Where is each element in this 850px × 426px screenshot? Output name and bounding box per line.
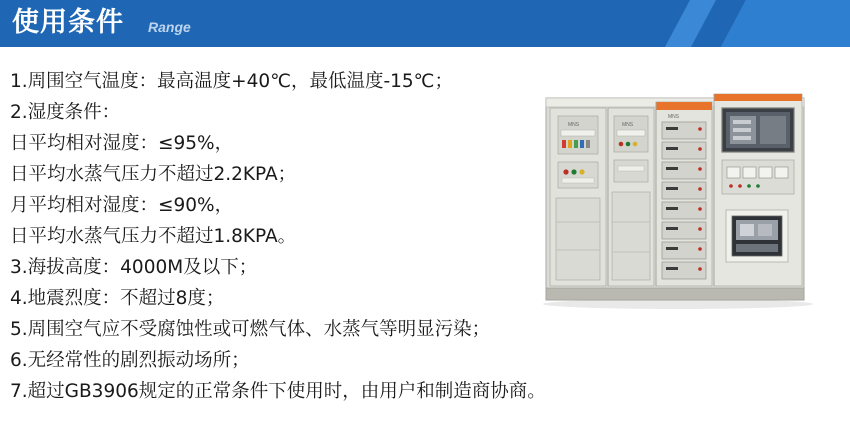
list-item: 6.无经常性的剧烈振动场所； [10,350,250,371]
list-item: 4.地震烈度：不超过8度； [10,288,225,309]
page-title: 使用条件 [12,7,124,38]
list-item: 日平均水蒸气压力不超过2.2KPA； [10,164,297,185]
list-item: 日平均相对湿度：≤95%， [10,133,234,154]
header-band [0,0,850,47]
list-item: 7.超过GB3906规定的正常条件下使用时，由用户和制造商协商。 [10,381,546,402]
list-item: 3.海拔高度：4000M及以下； [10,257,258,278]
list-item: 2.湿度条件： [10,102,121,123]
svg-text:MNS: MNS [668,114,680,120]
svg-text:MNS: MNS [622,122,634,128]
list-item: 1.周围空气温度：最高温度+40℃，最低温度-15℃； [10,71,453,92]
content-area [0,50,850,426]
list-item: 5.周围空气应不受腐蚀性或可燃气体、水蒸气等明显污染； [10,319,491,340]
header-decoration-slice-3 [647,0,726,47]
header-decoration-slice-1 [703,0,850,47]
page-subtitle: Range [148,19,191,35]
list-item: 日平均水蒸气压力不超过1.8KPA。 [10,226,297,247]
product-image [528,72,828,310]
svg-text:MNS: MNS [568,122,580,128]
list-item: 月平均相对湿度：≤90%， [10,195,234,216]
